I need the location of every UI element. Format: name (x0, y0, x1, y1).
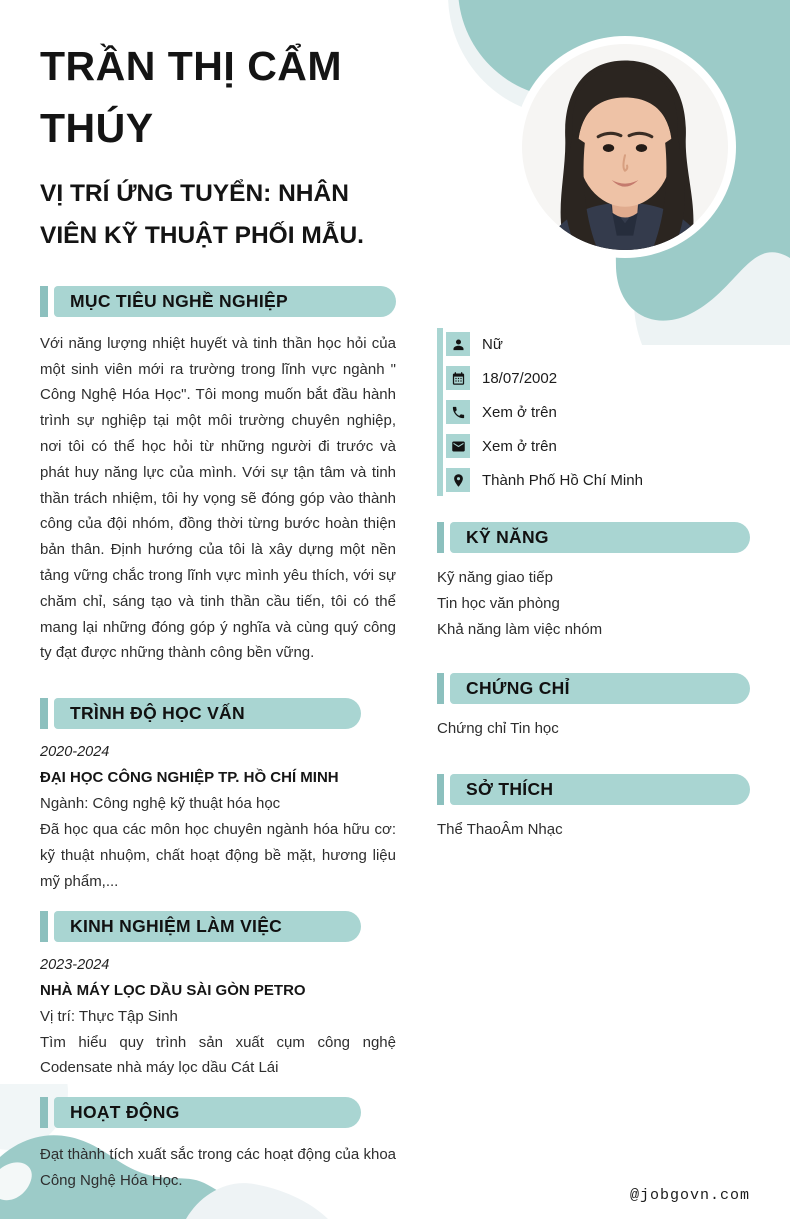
section-title-education: TRÌNH ĐỘ HỌC VẤN (54, 698, 361, 729)
section-header-experience (40, 911, 396, 942)
applied-position: VỊ TRÍ ỨNG TUYỂN: NHÂN VIÊN KỸ THUẬT PHỐI MẪU. (40, 180, 364, 250)
section-title-hobbies: SỞ THÍCH (450, 774, 750, 805)
gender-value: Nữ (482, 335, 503, 353)
section-header-education (40, 698, 396, 729)
certificate-item: Chứng chỉ Tin học (437, 720, 559, 737)
experience-period: 2023-2024 (40, 956, 110, 973)
main-column (40, 36, 396, 1194)
education-period: 2020-2024 (40, 744, 110, 761)
info-row-location (446, 468, 750, 492)
calendar-icon (446, 366, 470, 390)
hobbies-list (437, 817, 750, 843)
section-title-certificates: CHỨNG CHỈ (450, 673, 750, 704)
experience-role: Vị trí: Thực Tập Sinh (40, 1007, 178, 1025)
objective-text: Với năng lượng nhiệt huyết và tinh thần học hỏi của một sinh viên mới ra trường trong lĩnh vực ngành " Công Nghệ Hóa Học". Tôi mong muốn bắt đầu hành trình sự nghiệp tại một môi trường chuyên nghiệp, nơi tôi có thể học hỏi từ những người đi trước và phát huy năng lực của mình. Với sự tận tâm và tinh thần trách nhiệm, tôi hy vọng sẽ đóng góp vào thành công của đội nhóm, đồng thời từng bước hoàn thiện bản thân. Định hướng của tôi là xây dựng một nền tảng vững chắc trong lĩnh vực mình yêu thích, với sự chăm chỉ, sáng tạo và tinh thần cầu tiến, tôi có thể mang lại những đóng góp ý nghĩa và cùng quý công ty đạt được những thành công bền vững. (40, 334, 396, 662)
sidebar-column (437, 330, 750, 843)
section-header-hobbies (437, 774, 750, 805)
location-value: Thành Phố Hồ Chí Minh (482, 471, 643, 489)
phone-icon (446, 400, 470, 424)
person-icon (446, 332, 470, 356)
section-title-activities: HOẠT ĐỘNG (54, 1097, 361, 1128)
hobby-item: Thể ThaoÂm Nhạc (437, 821, 563, 838)
section-title-experience: KINH NGHIỆM LÀM VIỆC (54, 911, 361, 942)
section-title-skills: KỸ NĂNG (450, 522, 750, 553)
experience-entry (40, 952, 396, 1082)
experience-details: Tìm hiểu quy trình sản xuất cụm công nghệ Codensate nhà máy lọc dầu Cát Lái (40, 1033, 396, 1077)
profile-photo-frame (514, 36, 736, 258)
section-accent-bar (40, 1097, 48, 1128)
email-icon (446, 434, 470, 458)
email-value: Xem ở trên (482, 437, 557, 455)
watermark: @jobgovn.com (629, 1187, 750, 1204)
info-row-email (446, 434, 750, 458)
birthdate-value: 18/07/2002 (482, 369, 558, 387)
profile-photo (522, 44, 728, 250)
skill-item: Tin học văn phòng (437, 595, 560, 612)
section-header-skills (437, 522, 750, 553)
section-accent-bar (437, 774, 444, 805)
info-row-gender (446, 332, 750, 356)
info-row-phone (446, 400, 750, 424)
skill-item: Kỹ năng giao tiếp (437, 569, 553, 586)
info-row-birthdate (446, 366, 750, 390)
section-accent-bar (40, 698, 48, 729)
certificates-list (437, 716, 750, 742)
skill-item: Khả năng làm việc nhóm (437, 621, 603, 638)
activities-text: Đạt thành tích xuất sắc trong các hoạt động của khoa Công Nghệ Hóa Học. (40, 1146, 396, 1189)
section-header-certificates (437, 673, 750, 704)
section-header-objective (40, 286, 396, 317)
section-accent-bar (40, 911, 48, 942)
education-major: Ngành: Công nghệ kỹ thuật hóa học (40, 795, 281, 813)
personal-info-list (437, 330, 750, 494)
education-details: Đã học qua các môn học chuyên ngành hóa hữu cơ: kỹ thuật nhuộm, chất hoạt động bề mặt, hương liệu mỹ phẩm,... (40, 821, 396, 890)
skills-list (437, 565, 750, 643)
section-header-activities (40, 1097, 396, 1128)
education-school: ĐẠI HỌC CÔNG NGHIỆP TP. HỒ CHÍ MINH (40, 769, 339, 787)
section-accent-bar (437, 522, 444, 553)
education-entry (40, 739, 396, 894)
section-accent-bar (40, 286, 48, 317)
section-accent-bar (437, 673, 444, 704)
candidate-name: TRẦN THỊ CẨM THÚY (40, 43, 343, 151)
experience-company: NHÀ MÁY LỌC DẦU SÀI GÒN PETRO (40, 981, 306, 999)
phone-value: Xem ở trên (482, 403, 557, 421)
section-title-objective: MỤC TIÊU NGHỀ NGHIỆP (54, 286, 396, 317)
location-icon (446, 468, 470, 492)
